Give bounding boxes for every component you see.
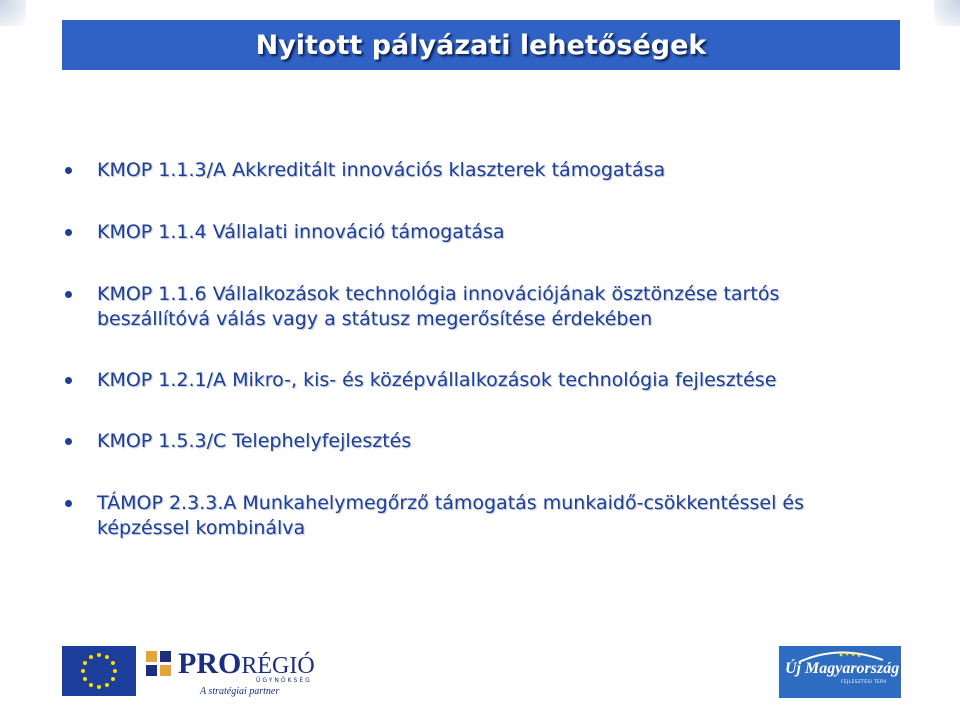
uj-magyarorszag-logo — [779, 646, 901, 698]
list-item-text: KMOP 1.1.3/A Akkreditált innovációs klaszterek támogatása — [97, 159, 666, 181]
list-item-text: KMOP 1.1.4 Vállalati innováció támogatása — [97, 221, 505, 243]
page-title: Nyitott pályázati lehetőségek — [255, 29, 707, 61]
proregio-name: PRORÉGIÓ — [178, 647, 315, 680]
list-item — [97, 220, 897, 245]
list-item — [97, 491, 877, 541]
corner-decoration-left — [0, 0, 26, 26]
list-item-text: KMOP 1.2.1/A Mikro-, kis- és középvállalkozások technológia fejlesztése — [97, 369, 777, 391]
bullet-icon — [65, 500, 72, 507]
bullet-icon — [65, 377, 72, 384]
bullet-icon — [65, 438, 72, 445]
eu-flag-logo — [62, 646, 136, 696]
title-bar — [62, 20, 900, 70]
bullet-icon — [65, 167, 72, 174]
list-item — [97, 368, 897, 393]
proregio-logo — [144, 643, 324, 701]
list-item — [97, 282, 877, 332]
proregio-tagline: A stratégiai partner — [200, 686, 280, 697]
list-item — [97, 158, 897, 183]
uj-magyarorszag-name: Új Magyarország — [785, 660, 900, 677]
proregio-mark-icon — [144, 649, 174, 679]
bullet-icon — [65, 291, 72, 298]
list-item — [97, 429, 897, 454]
uj-magyarorszag-subtitle: FEJLESZTÉSI TERV — [841, 680, 887, 685]
eu-stars-icon — [62, 646, 136, 696]
proregio-subtitle: ÜGYNÖKSÉG — [256, 677, 312, 684]
list-item-text: KMOP 1.5.3/C Telephelyfejlesztés — [97, 430, 412, 452]
bullet-icon — [65, 229, 72, 236]
list-item-text: KMOP 1.1.6 Vállalkozások technológia innovációjának ösztönzése tartós beszállítóvá válás vagy a státusz megerősítése érdekében — [97, 283, 780, 330]
corner-decoration-right — [934, 0, 960, 26]
list-item-text: TÁMOP 2.3.3.A Munkahelymegőrző támogatás munkaidő-csökkentéssel és képzéssel kombinálva — [97, 492, 805, 539]
